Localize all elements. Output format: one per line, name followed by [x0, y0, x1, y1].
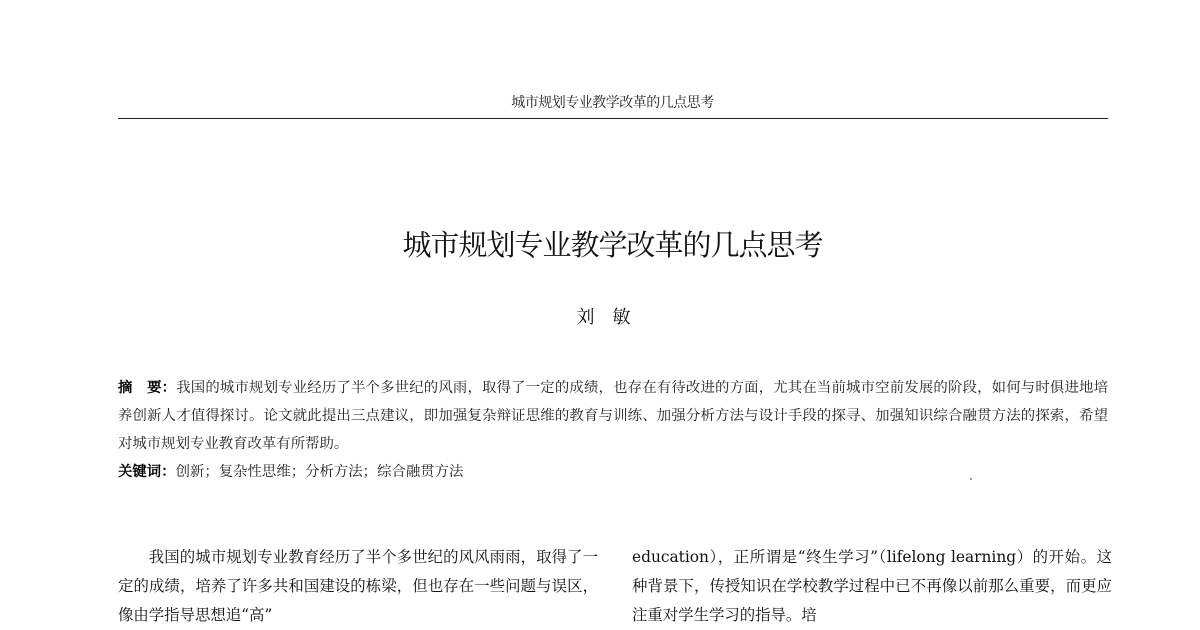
abstract-text: 我国的城市规划专业经历了半个多世纪的风雨，取得了一定的成绩，也存在有待改进的方面，尤其在当前城市空前发展的阶段，如何与时俱进地培养创新人才值得探讨。论文就此提出三点建议，即加强复杂辩证思维的教育与训练、加强分析方法与设计手段的探寻、加强知识综合融贯方法的探索，希望对城市规划专业教育改革有所帮助。: [118, 380, 1108, 452]
keywords-label: 关键词：: [118, 464, 176, 480]
article-title: 城市规划专业教学改革的几点思考: [402, 228, 823, 262]
body-column-left: 我国的城市规划专业教育经历了半个多世纪的风风雨雨，取得了一定的成绩，培养了许多共和国建设的栋梁，但也存在一些问题与误区，像由学指导思想追“高”: [118, 548, 598, 624]
scan-speck: [970, 478, 972, 480]
header-rule: [118, 118, 1108, 119]
running-header: 城市规划专业教学改革的几点思考: [511, 95, 714, 111]
keywords: [118, 458, 1108, 486]
body-column-right: education），正所谓是“终生学习”（lifelong learning）的开始。这种背景下，传授知识在学校教学过程中已不再像以前那么重要，而更应注重对学生学习的指导。培: [632, 548, 1112, 624]
abstract: [118, 374, 1108, 458]
article-author: 刘敏: [576, 307, 649, 328]
keywords-text: 创新；复杂性思维；分析方法；综合融贯方法: [175, 464, 464, 480]
abstract-label: 摘 要：: [118, 380, 177, 396]
